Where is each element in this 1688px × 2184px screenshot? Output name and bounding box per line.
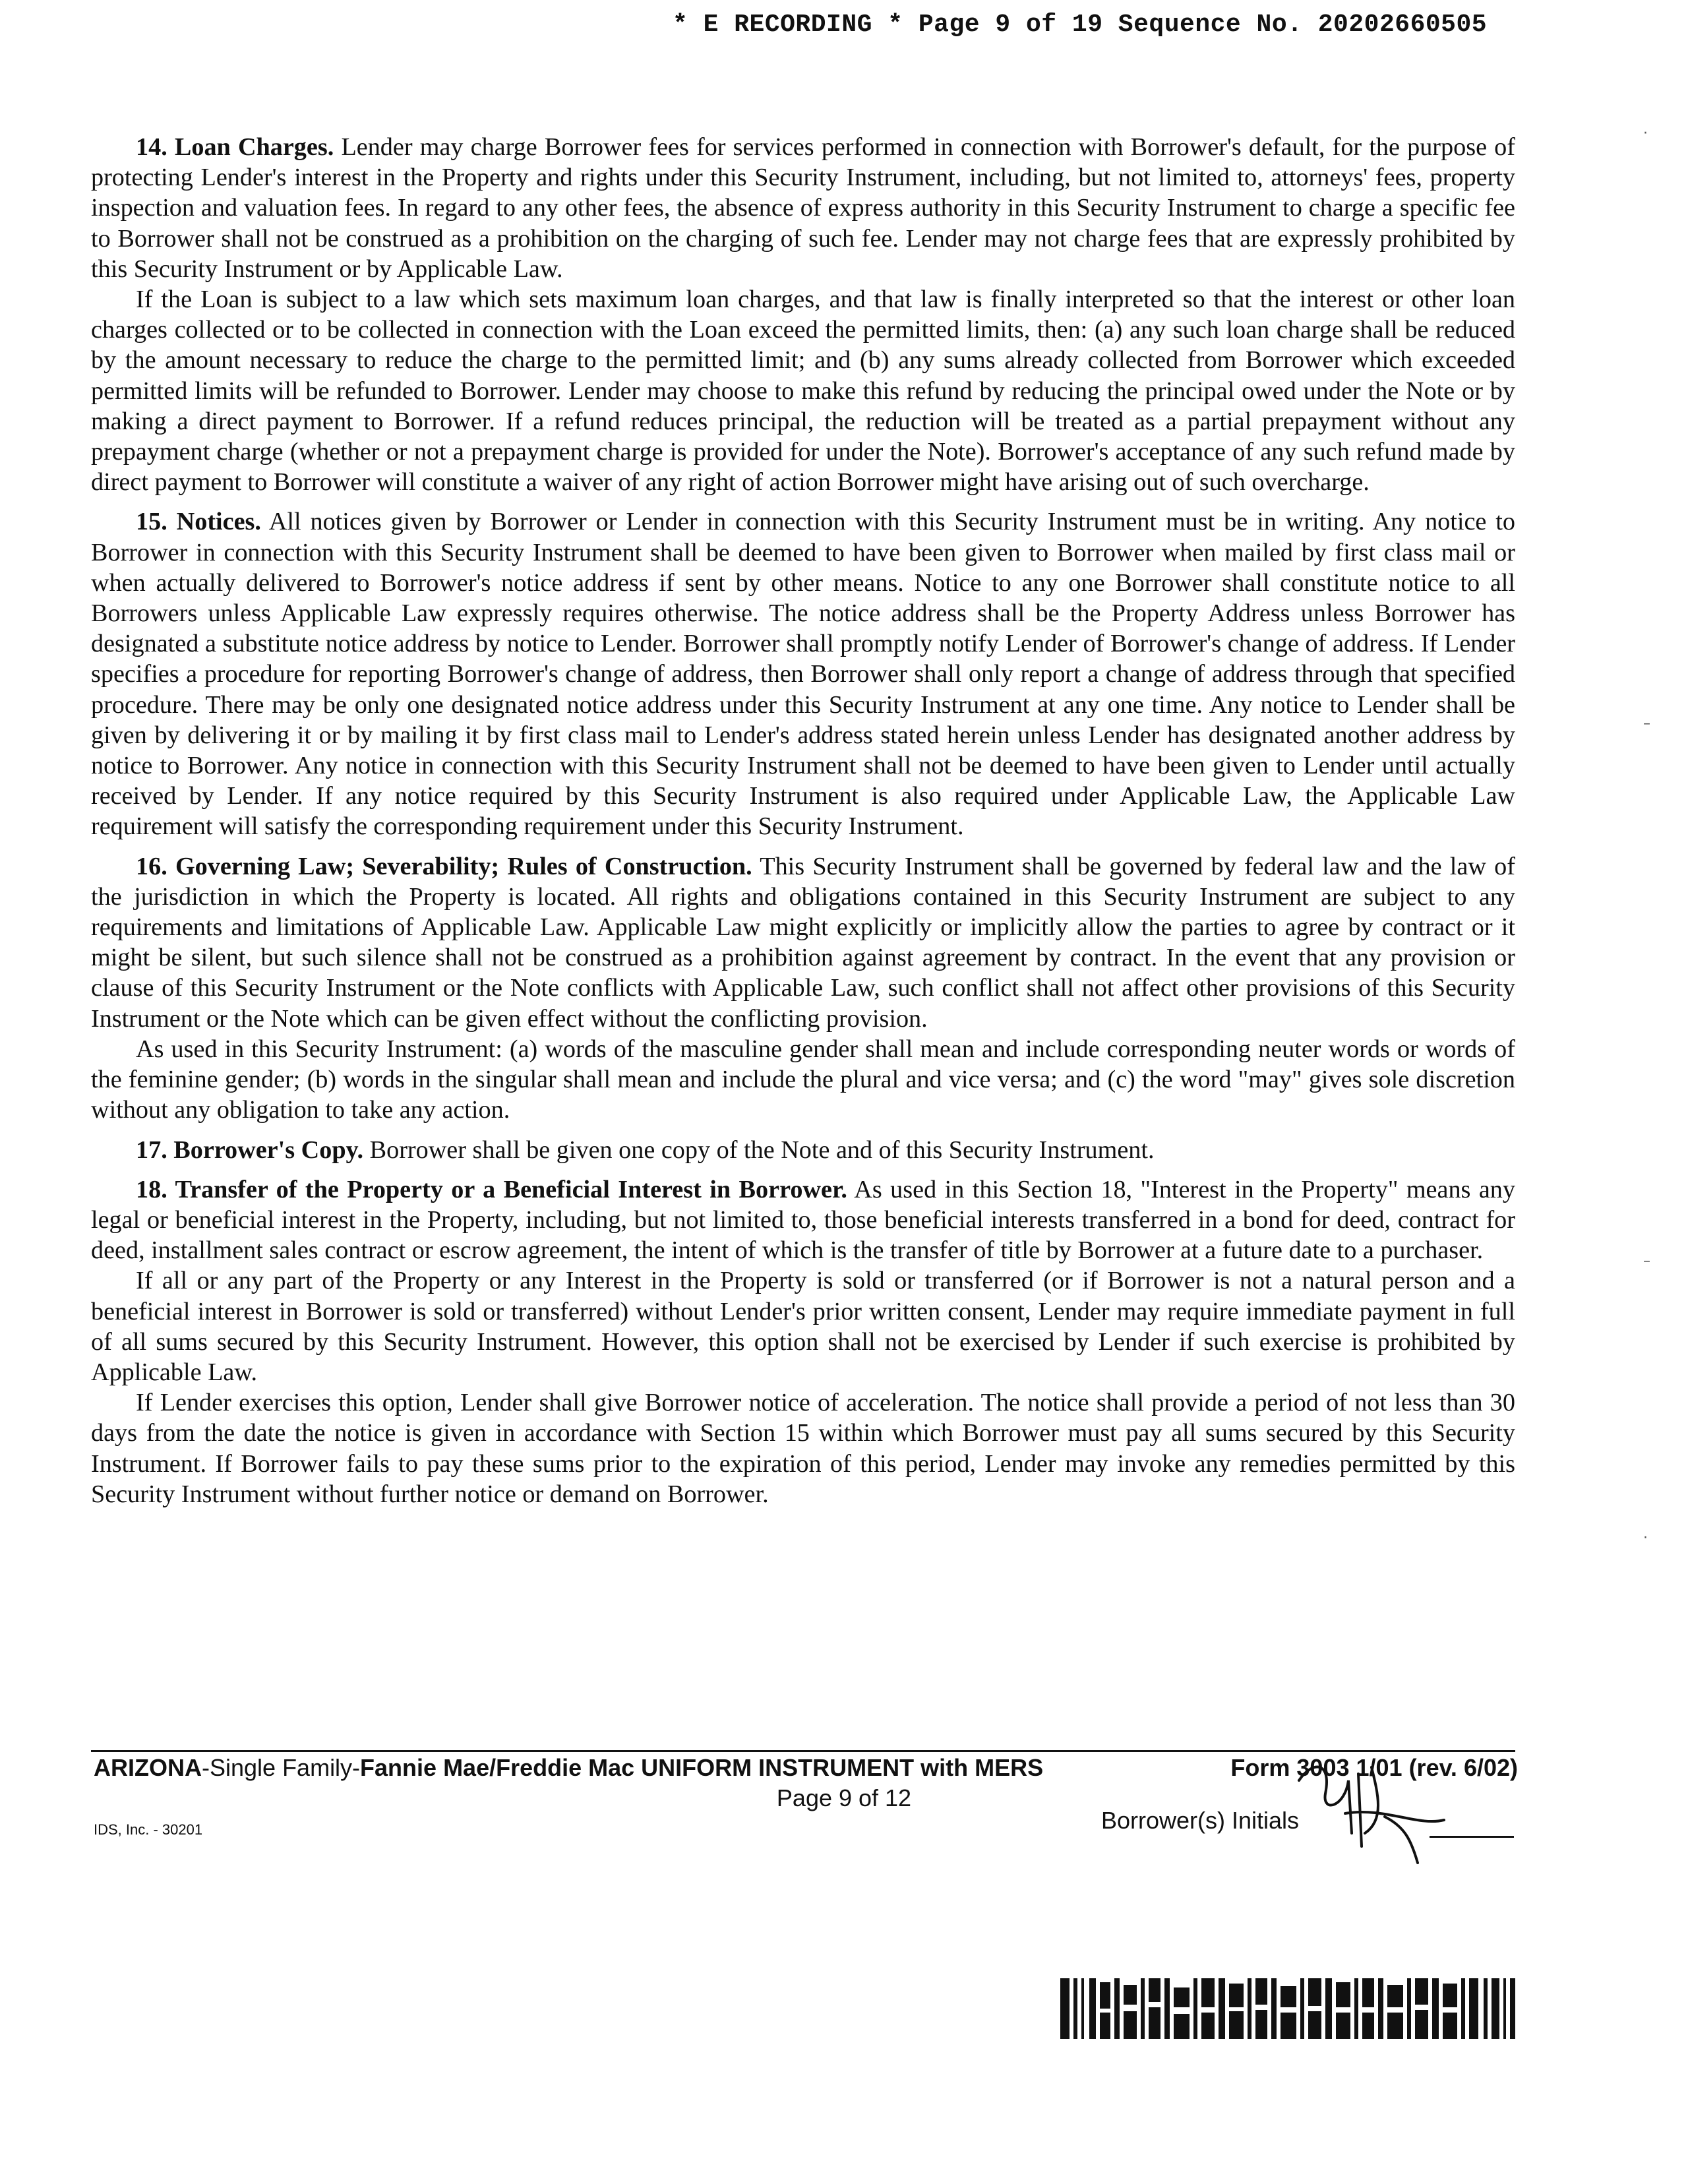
section-17-heading: 17. Borrower's Copy. xyxy=(136,1136,364,1164)
footer-description-plain: -Single Family- xyxy=(202,1754,361,1781)
section-16 xyxy=(91,851,1515,1034)
footer-state: ARIZONA xyxy=(94,1754,202,1781)
section-14 xyxy=(91,132,1515,284)
initials-signature-icon xyxy=(1286,1754,1457,1866)
section-18 xyxy=(91,1174,1515,1266)
document-body xyxy=(91,132,1515,1509)
margin-mark-2: – xyxy=(1643,715,1650,732)
margin-mark-4: · xyxy=(1643,1530,1648,1546)
section-16-heading: 16. Governing Law; Severability; Rules of Construction. xyxy=(136,852,752,880)
section-18-paragraph-3: If Lender exercises this option, Lender shall give Borrower notice of acceleration. The notice shall provide a period of not less than 30 days from the date the notice is given in accordance with Section 15 within which Borrower must pay all sums secured by this Security Instrument. If Borrower fails to pay these sums prior to the expiration of this period, Lender may invoke any remedies permitted by this Security Instrument without further notice or demand on Borrower. xyxy=(91,1389,1515,1508)
margin-mark-3: – xyxy=(1643,1253,1650,1269)
section-18-text: As used in this Section 18, "Interest in the Property" means any legal or beneficial interest in the Property, including, but not limited to, those beneficial interests transferred in a bond for deed, contract for deed, installment sales contract or escrow agreement, the intent of which is the transfer of title by Borrower at a future date to a purchaser. xyxy=(91,1175,1515,1265)
section-14-heading: 14. Loan Charges. xyxy=(136,133,334,161)
recording-stamp: * E RECORDING * Page 9 of 19 Sequence No. 20202660505 xyxy=(673,11,1488,39)
section-14-text: Lender may charge Borrower fees for services performed in connection with Borrower's default, for the purpose of protecting Lender's interest in the Property and rights under this Security Instrument, including, but not limited to, attorneys' fees, property inspection and valuation fees. In regard to any other fees, the absence of express authority in this Security Instrument to charge a specific fee to Borrower shall not be construed as a prohibition on the charging of such fee. Lender may not charge fees that are expressly prohibited by this Security Instrument or by Applicable Law. xyxy=(91,133,1515,283)
barcode-icon xyxy=(1060,1978,1515,2039)
section-15 xyxy=(91,506,1515,841)
section-16-text: This Security Instrument shall be governed by federal law and the law of the jurisdiction in which the Property is located. All rights and obligations contained in this Security Instrument are subject to any requirements and limitations of Applicable Law. Applicable Law might explicitly or implicitly allow the parties to agree by contract or it might be silent, but such silence shall not be construed as a prohibition against agreement by contract. In the event that any provision or clause of this Security Instrument or the Note conflicts with Applicable Law, such conflict shall not affect other provisions of this Security Instrument or the Note which can be given effect without the conflicting provision. xyxy=(91,852,1515,1033)
section-18-heading: 18. Transfer of the Property or a Beneficial Interest in Borrower. xyxy=(136,1175,847,1203)
footer-rule xyxy=(91,1750,1515,1752)
borrower-initials-label: Borrower(s) Initials xyxy=(1101,1807,1300,1834)
footer-preparer: IDS, Inc. - 30201 xyxy=(94,1821,203,1838)
section-15-text: All notices given by Borrower or Lender in connection with this Security Instrument must be in writing. Any notice to Borrower in connection with this Security Instrument shall be deemed to have been given to Borrower when mailed by first class mail or when actually delivered to Borrower's notice address if sent by other means. Notice to any one Borrower shall constitute notice to all Borrowers unless Applicable Law expressly requires otherwise. The notice address shall be the Property Address unless Borrower has designated a substitute notice address by notice to Lender. Borrower shall promptly notify Lender of Borrower's change of address. If Lender specifies a procedure for reporting Borrower's change of address, then Borrower shall only report a change of address through that specified procedure. There may be only one designated notice address under this Security Instrument at any one time. Any notice to Lender shall be given by delivering it or by mailing it by first class mail to Lender's address stated herein unless Lender has designated another address by notice to Borrower. Any notice in connection with this Security Instrument shall not be deemed to have been given to Lender until actually received by Lender. If any notice required by this Security Instrument is also required under Applicable Law, the Applicable Law requirement will satisfy the corresponding requirement under this Security Instrument. xyxy=(91,508,1515,841)
section-17-text: Borrower shall be given one copy of the Note and of this Security Instrument. xyxy=(369,1136,1155,1164)
footer-form-number: Form 3003 1/01 (rev. 6/02) xyxy=(1230,1754,1518,1781)
section-15-heading: 15. Notices. xyxy=(136,508,261,536)
footer-description-bold: Fannie Mae/Freddie Mac UNIFORM INSTRUMENT with MERS xyxy=(360,1754,1044,1781)
footer-page-number: Page 9 of 12 xyxy=(776,1784,912,1811)
margin-mark-1: · xyxy=(1643,125,1648,142)
section-18-paragraph-2: If all or any part of the Property or any Interest in the Property is sold or transferred (or if Borrower is not a natural person and a beneficial interest in Borrower is sold or transferred) without Lender's prior written consent, Lender may require immediate payment in full of all sums secured by this Security Instrument. However, this option shall not be exercised by Lender if such exercise is prohibited by Applicable Law. xyxy=(91,1267,1515,1386)
section-16-paragraph-2: As used in this Security Instrument: (a) words of the masculine gender shall mean and include corresponding neuter words or words of the feminine gender; (b) words in the singular shall mean and include the plural and vice versa; and (c) the word "may" gives sole discretion without any obligation to take any action. xyxy=(91,1035,1515,1124)
section-14-paragraph-2: If the Loan is subject to a law which sets maximum loan charges, and that law is finally interpreted so that the interest or other loan charges collected or to be collected in connection with the Loan exceed the permitted limits, then: (a) any such loan charge shall be reduced by the amount necessary to reduce the charge to the permitted limit; and (b) any sums already collected from Borrower which exceeded permitted limits will be refunded to Borrower. Lender may choose to make this refund by reducing the principal owed under the Note or by making a direct payment to Borrower. If a refund reduces principal, the reduction will be treated as a partial prepayment without any prepayment charge (whether or not a prepayment charge is provided for under the Note). Borrower's acceptance of any such refund made by direct payment to Borrower will constitute a waiver of any right of action Borrower might have arising out of such overcharge. xyxy=(91,286,1515,497)
section-17 xyxy=(91,1135,1515,1165)
